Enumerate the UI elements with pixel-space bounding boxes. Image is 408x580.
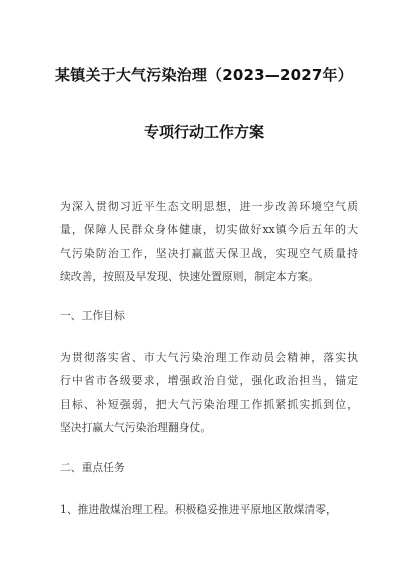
section1-paragraph <box>60 346 358 440</box>
section1-line: 目标、补短强弱，把大气污染治理工作抓紧抓实抓到位， <box>60 397 358 411</box>
section2-line: 1、推进散煤治理工程。积极稳妥推进平原地区散煤清零， <box>60 503 337 516</box>
document-title-line2: 专项行动工作方案 <box>143 123 264 141</box>
section1-line: 行中省市各级要求，增强政治自觉，强化政治担当，锚定 <box>60 374 358 388</box>
intro-line: 为深入贯彻习近平生态文明思想，进一步改善环境空气质 <box>60 200 358 213</box>
document-title-line1: 某镇关于大气污染治理（2023—2027年） <box>55 66 353 84</box>
intro-paragraph <box>60 195 358 289</box>
intro-line: 量，保障人民群众身体健康，切实做好xx镇今后五年的大 <box>60 223 358 237</box>
section1-heading: 一、工作目标 <box>60 309 125 322</box>
intro-line: 气污染防治工作，坚决打赢蓝天保卫战，实现空气质量持 <box>60 246 358 260</box>
section1-line: 坚决打赢大气污染治理翻身仗。 <box>60 421 212 435</box>
section2-heading: 二、重点任务 <box>60 461 125 474</box>
intro-line: 续改善，按照及早发现、快速处置原则，制定本方案。 <box>60 270 320 284</box>
section2-paragraph <box>60 498 358 521</box>
section1-line: 为贯彻落实省、市大气污染治理工作动员会精神，落实执 <box>60 351 358 364</box>
